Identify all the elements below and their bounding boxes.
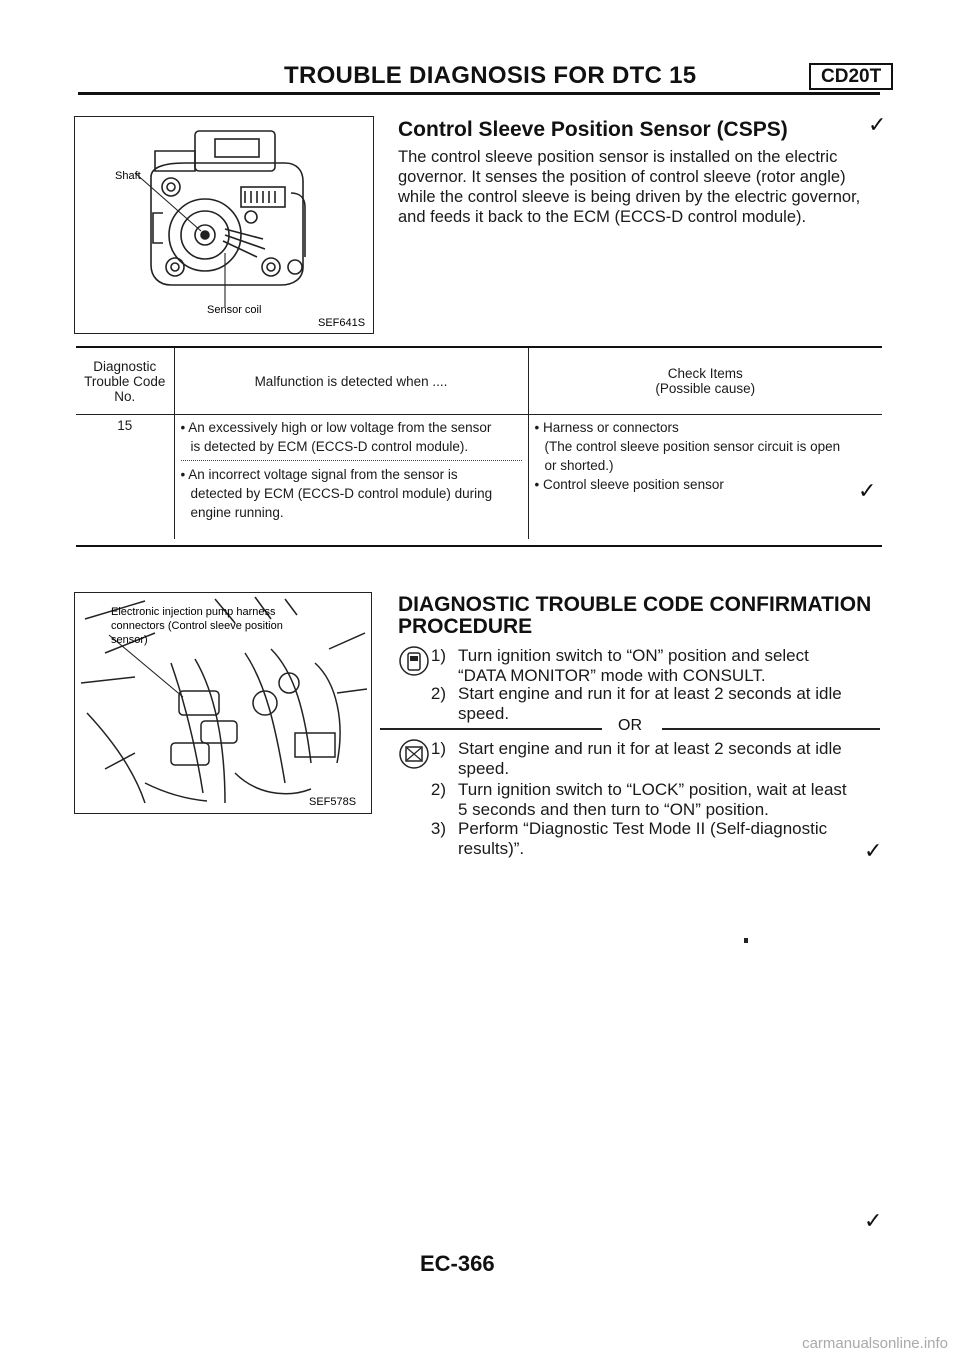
description-line: and feeds it back to the ECM (ECCS-D control module). <box>398 208 807 226</box>
sensor-figure <box>74 116 374 334</box>
table-row <box>76 415 882 540</box>
handwritten-check-icon: ✓ <box>858 478 877 503</box>
figure2-code: SEF578S <box>309 796 357 808</box>
handwritten-check-icon: ✓ <box>868 112 887 137</box>
watermark: carmanualsonline.info <box>802 1335 948 1352</box>
description-line: The control sleeve position sensor is installed on the electric <box>398 148 838 166</box>
procedure-title: DIAGNOSTIC TROUBLE CODE CONFIRMATION PROCEDURE <box>398 593 872 638</box>
header-rule <box>78 92 880 95</box>
cell-check-items: • Harness or connectors (The control sleeve position sensor circuit is open or shorted.) • Control sleeve position sensor <box>534 420 841 492</box>
harness-label-line: Electronic injection pump harness <box>111 606 276 618</box>
header-dtc-no: Diagnostic Trouble Code No. <box>76 348 174 415</box>
cell-malfunction: • An excessively high or low voltage from the sensor is detected by ECM (ECCS-D control module). • An incorrect voltage signal from the sensor is detected by ECM (ECCS-D control module) during engine running. <box>174 415 528 540</box>
diagnostic-table <box>76 348 882 539</box>
harness-connector-figure <box>74 592 372 814</box>
page-number: EC-366 <box>420 1251 495 1276</box>
sensor-coil-label: Sensor coil <box>207 304 262 316</box>
engine-code-badge: CD20T <box>809 63 893 90</box>
electric-governor-illustration <box>75 117 373 333</box>
cell-dtc-no: 15 <box>76 415 174 540</box>
harness-label-line: connectors (Control sleeve position <box>111 620 283 632</box>
shaft-label: Shaft <box>115 170 141 182</box>
section-description <box>398 147 898 227</box>
harness-label-line: sensor) <box>111 634 148 646</box>
dotted-separator <box>181 460 522 461</box>
or-label: OR <box>618 717 642 734</box>
handwritten-check-icon: ✓ <box>864 1208 883 1233</box>
page-header-title: TROUBLE DIAGNOSIS FOR DTC 15 <box>284 62 697 89</box>
table-bottom-rule <box>76 545 882 547</box>
table-header-row <box>76 348 882 415</box>
stray-mark <box>744 938 748 943</box>
description-line: governor. It senses the position of control sleeve (rotor angle) <box>398 168 846 186</box>
injection-pump-illustration <box>75 593 371 813</box>
description-line: while the control sleeve is being driven by the electric governor, <box>398 188 861 206</box>
handwritten-check-icon: ✓ <box>864 838 883 863</box>
header-check-items: Check Items (Possible cause) <box>528 348 882 415</box>
figure1-code: SEF641S <box>318 317 366 329</box>
section-title-csps: Control Sleeve Position Sensor (CSPS) <box>398 118 788 141</box>
or-divider <box>380 717 880 739</box>
header-malfunction: Malfunction is detected when .... <box>174 348 528 415</box>
